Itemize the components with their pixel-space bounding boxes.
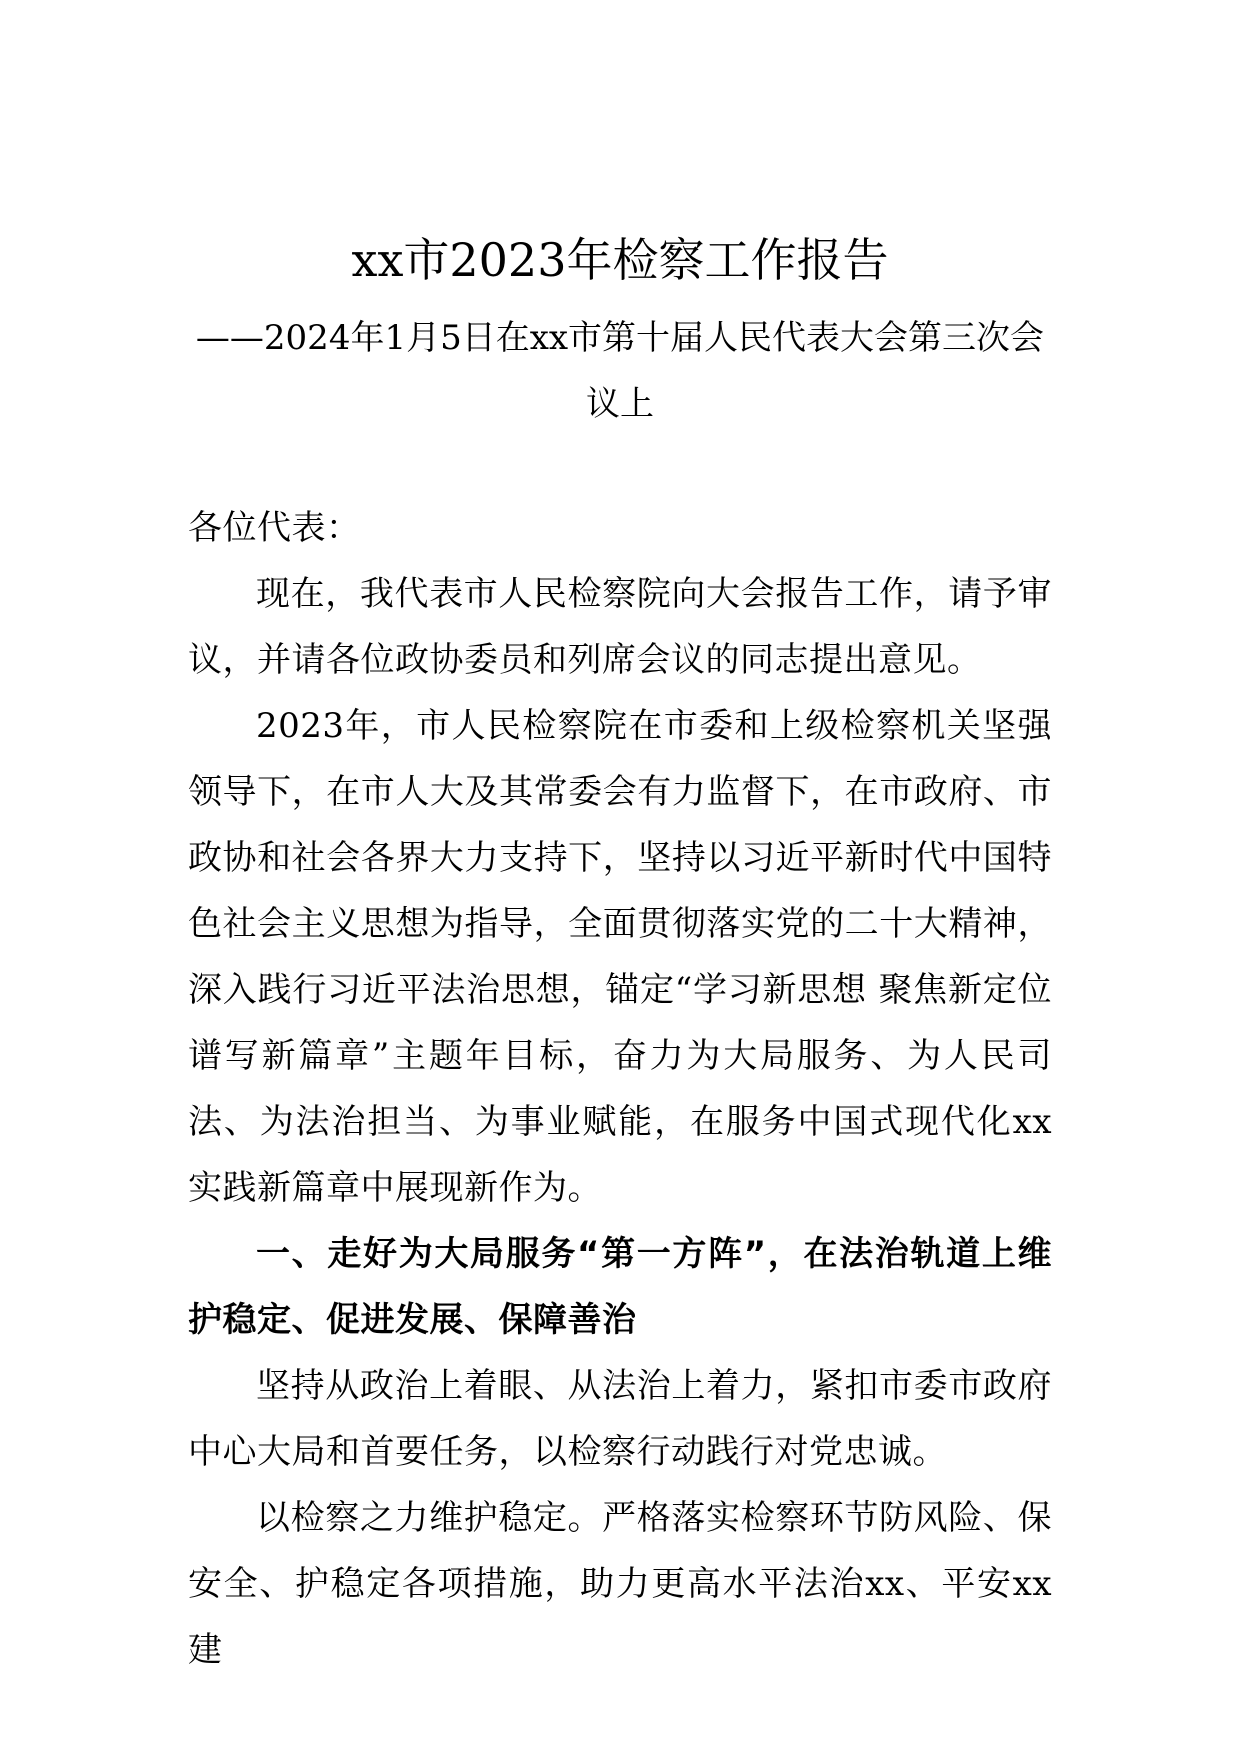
document-body: [188, 495, 1052, 1683]
section-heading: 一、走好为大局服务“第一方阵”，在法治轨道上维护稳定、促进发展、保障善治: [188, 1234, 1052, 1340]
document-title: xx市2023年检察工作报告: [351, 233, 889, 287]
body-paragraph: 现在，我代表市人民检察院向大会报告工作，请予审议，并请各位政协委员和列席会议的同志提出意见。: [188, 574, 1052, 680]
body-paragraph: 2023年，市人民检察院在市委和上级检察机关坚强领导下，在市人大及其常委会有力监督下，在市政府、市政协和社会各界大力支持下，坚持以习近平新时代中国特色社会主义思想为指导，全面贯彻落实党的二十大精神，深入践行习近平法治思想，锚定“学习新思想 聚焦新定位 谱写新篇章”主题年目标，奋力为大局服务、为人民司法、为法治担当、为事业赋能，在服务中国式现代化xx实践新篇章中展现新作为。: [188, 706, 1052, 1208]
body-paragraph: 以检察之力维护稳定。严格落实检察环节防风险、保安全、护稳定各项措施，助力更高水平法治xx、平安xx建: [188, 1498, 1052, 1670]
salutation: 各位代表：: [188, 508, 361, 548]
body-paragraph: 坚持从政治上着眼、从法治上着力，紧扣市委市政府中心大局和首要任务，以检察行动践行对党忠诚。: [188, 1366, 1052, 1472]
document-subtitle: ——2024年1月5日在xx市第十届人民代表大会第三次会议上: [195, 318, 1045, 424]
